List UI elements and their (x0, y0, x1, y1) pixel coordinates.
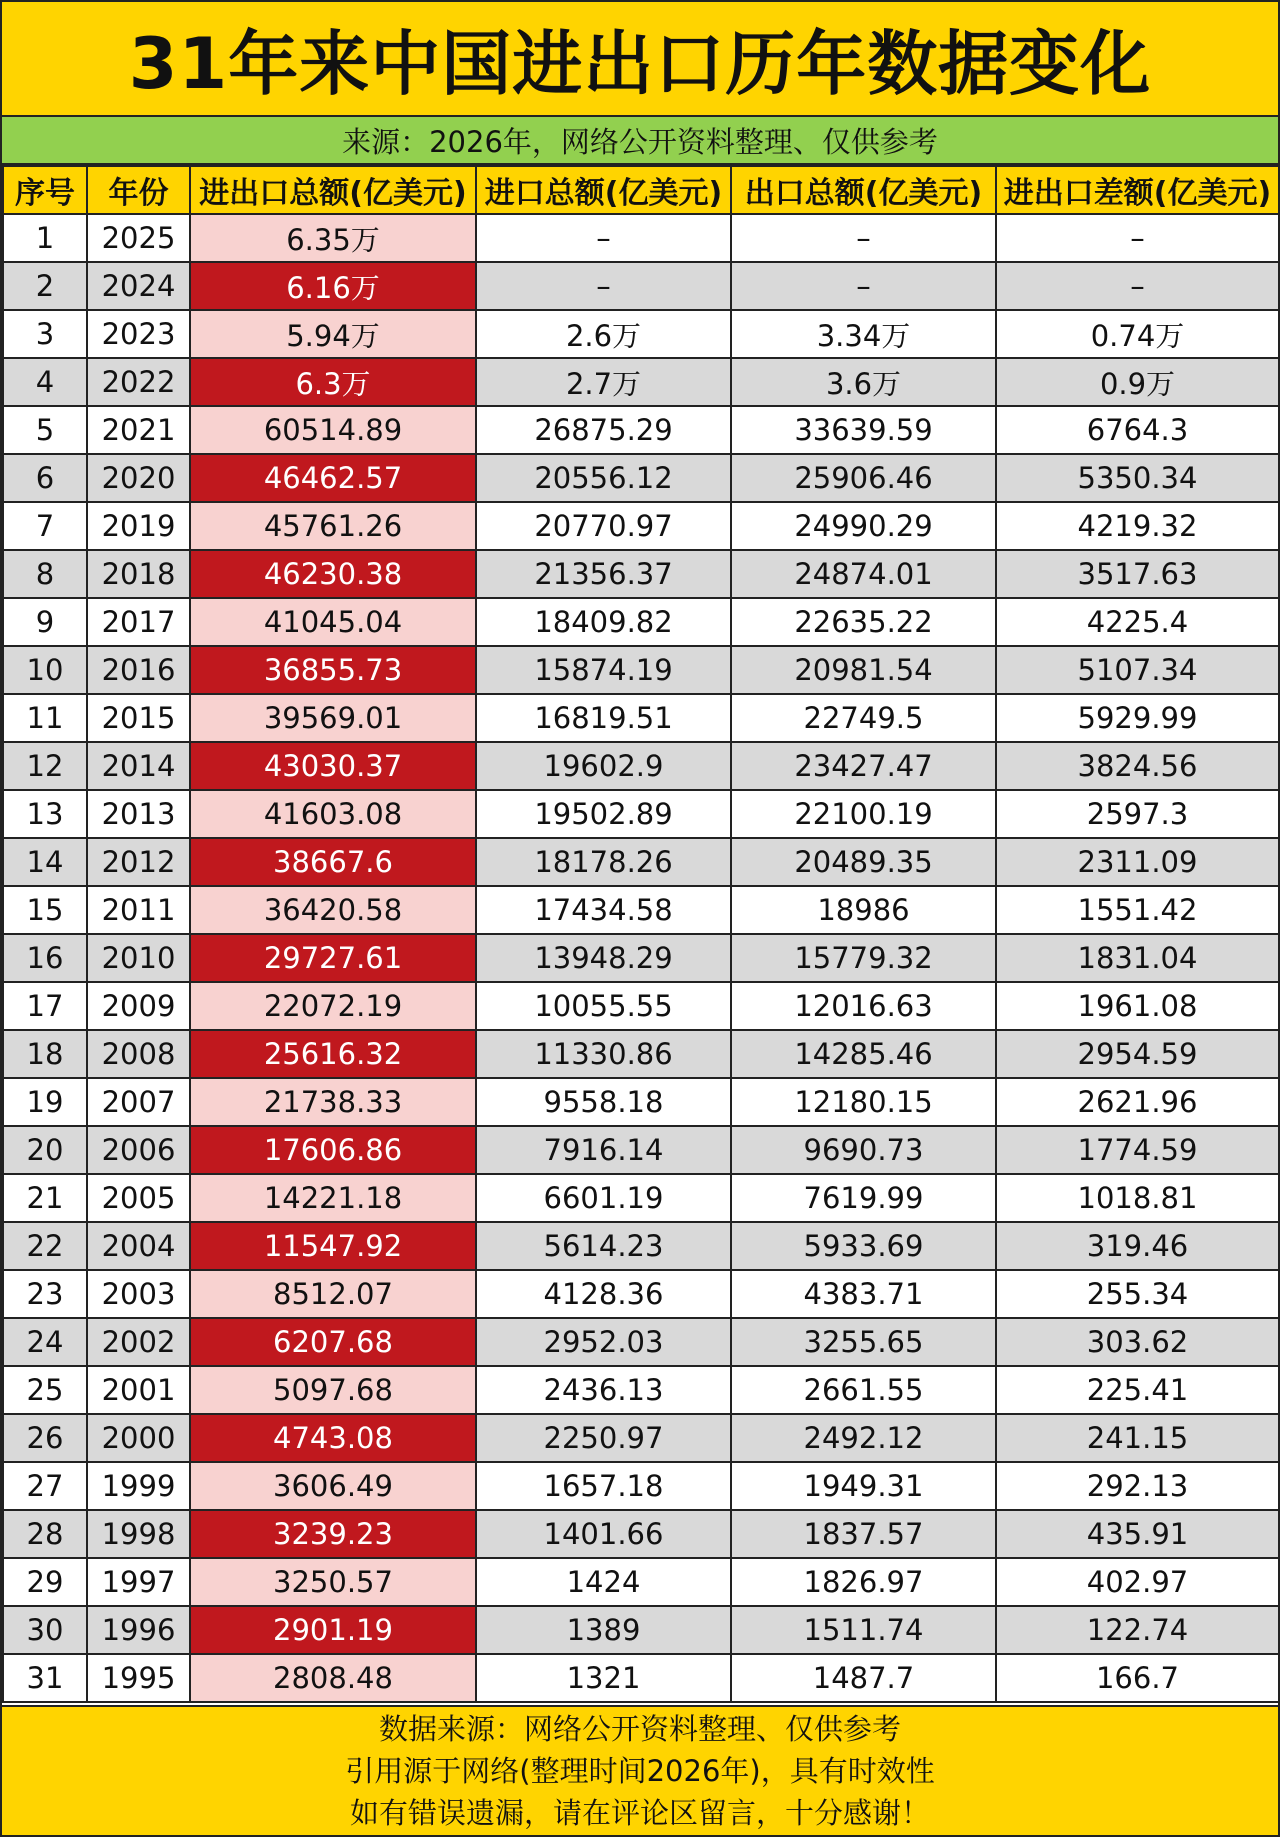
cell-index: 29 (3, 1558, 87, 1606)
cell-balance: 1551.42 (996, 886, 1279, 934)
cell-total: 2808.48 (190, 1654, 476, 1702)
cell-export: 22749.5 (731, 694, 996, 742)
table-row (3, 838, 1279, 886)
footer-line: 引用源于网络(整理时间2026年)，具有时效性 (345, 1754, 935, 1788)
cell-year: 2013 (87, 790, 190, 838)
cell-export: 7619.99 (731, 1174, 996, 1222)
cell-balance: 0.74万 (996, 310, 1279, 358)
cell-index: 14 (3, 838, 87, 886)
cell-export: 1487.7 (731, 1654, 996, 1702)
cell-total: 41045.04 (190, 598, 476, 646)
cell-total: 46230.38 (190, 550, 476, 598)
cell-export: – (731, 214, 996, 262)
table-row (3, 1222, 1279, 1270)
cell-total: 25616.32 (190, 1030, 476, 1078)
cell-year: 2018 (87, 550, 190, 598)
table-row (3, 982, 1279, 1030)
cell-import: 20770.97 (476, 502, 731, 550)
cell-year: 2020 (87, 454, 190, 502)
cell-year: 2021 (87, 406, 190, 454)
cell-export: 3255.65 (731, 1318, 996, 1366)
cell-index: 30 (3, 1606, 87, 1654)
cell-balance: 166.7 (996, 1654, 1279, 1702)
cell-balance: 303.62 (996, 1318, 1279, 1366)
cell-import: – (476, 262, 731, 310)
cell-index: 19 (3, 1078, 87, 1126)
cell-year: 2017 (87, 598, 190, 646)
cell-year: 2019 (87, 502, 190, 550)
cell-index: 9 (3, 598, 87, 646)
cell-year: 1996 (87, 1606, 190, 1654)
cell-balance: 1961.08 (996, 982, 1279, 1030)
cell-import: 18409.82 (476, 598, 731, 646)
cell-index: 31 (3, 1654, 87, 1702)
table-row (3, 358, 1279, 406)
cell-total: 6207.68 (190, 1318, 476, 1366)
cell-total: 36420.58 (190, 886, 476, 934)
table-row (3, 310, 1279, 358)
cell-import: 1321 (476, 1654, 731, 1702)
footer-line: 如有错误遗漏，请在评论区留言，十分感谢！ (349, 1796, 930, 1830)
cell-balance: 319.46 (996, 1222, 1279, 1270)
cell-export: 3.34万 (731, 310, 996, 358)
cell-import: 15874.19 (476, 646, 731, 694)
trade-data-table (2, 165, 1280, 1703)
cell-index: 4 (3, 358, 87, 406)
cell-import: 11330.86 (476, 1030, 731, 1078)
cell-total: 6.35万 (190, 214, 476, 262)
cell-export: 1837.57 (731, 1510, 996, 1558)
cell-total: 43030.37 (190, 742, 476, 790)
table-row (3, 1270, 1279, 1318)
cell-import: 20556.12 (476, 454, 731, 502)
table-header-row (3, 166, 1279, 214)
cell-index: 6 (3, 454, 87, 502)
footer-note (2, 1705, 1278, 1835)
cell-total: 21738.33 (190, 1078, 476, 1126)
cell-index: 3 (3, 310, 87, 358)
cell-year: 2015 (87, 694, 190, 742)
table-row (3, 1318, 1279, 1366)
table-row (3, 1462, 1279, 1510)
cell-export: 4383.71 (731, 1270, 996, 1318)
cell-balance: 292.13 (996, 1462, 1279, 1510)
cell-index: 16 (3, 934, 87, 982)
cell-index: 26 (3, 1414, 87, 1462)
table-row (3, 1414, 1279, 1462)
cell-import: 4128.36 (476, 1270, 731, 1318)
source-note: 来源：2026年，网络公开资料整理、仅供参考 (2, 117, 1278, 165)
cell-import: 7916.14 (476, 1126, 731, 1174)
cell-total: 38667.6 (190, 838, 476, 886)
cell-import: 1657.18 (476, 1462, 731, 1510)
cell-import: 1424 (476, 1558, 731, 1606)
cell-year: 2023 (87, 310, 190, 358)
cell-import: 19602.9 (476, 742, 731, 790)
cell-balance: – (996, 262, 1279, 310)
cell-balance: 2621.96 (996, 1078, 1279, 1126)
cell-import: 2952.03 (476, 1318, 731, 1366)
cell-balance: 5107.34 (996, 646, 1279, 694)
cell-import: 6601.19 (476, 1174, 731, 1222)
cell-export: 33639.59 (731, 406, 996, 454)
table-row (3, 1078, 1279, 1126)
table-row (3, 1030, 1279, 1078)
cell-year: 2011 (87, 886, 190, 934)
table-row (3, 1558, 1279, 1606)
cell-total: 3606.49 (190, 1462, 476, 1510)
cell-import: 2.7万 (476, 358, 731, 406)
cell-index: 27 (3, 1462, 87, 1510)
table-row (3, 790, 1279, 838)
cell-export: 20981.54 (731, 646, 996, 694)
cell-export: 23427.47 (731, 742, 996, 790)
cell-balance: 1018.81 (996, 1174, 1279, 1222)
cell-balance: 3824.56 (996, 742, 1279, 790)
cell-balance: 122.74 (996, 1606, 1279, 1654)
cell-year: 2016 (87, 646, 190, 694)
header-year: 年份 (87, 166, 190, 214)
cell-export: 5933.69 (731, 1222, 996, 1270)
cell-export: 9690.73 (731, 1126, 996, 1174)
cell-total: 22072.19 (190, 982, 476, 1030)
cell-import: 2.6万 (476, 310, 731, 358)
cell-import: 17434.58 (476, 886, 731, 934)
table-row (3, 1510, 1279, 1558)
cell-index: 12 (3, 742, 87, 790)
cell-total: 39569.01 (190, 694, 476, 742)
cell-import: 10055.55 (476, 982, 731, 1030)
cell-export: 24874.01 (731, 550, 996, 598)
cell-total: 4743.08 (190, 1414, 476, 1462)
table-row (3, 886, 1279, 934)
cell-index: 1 (3, 214, 87, 262)
cell-balance: 255.34 (996, 1270, 1279, 1318)
header-total: 进出口总额(亿美元) (190, 166, 476, 214)
cell-year: 1999 (87, 1462, 190, 1510)
cell-year: 2004 (87, 1222, 190, 1270)
cell-total: 2901.19 (190, 1606, 476, 1654)
cell-import: 2250.97 (476, 1414, 731, 1462)
cell-export: 25906.46 (731, 454, 996, 502)
table-row (3, 550, 1279, 598)
table-row (3, 502, 1279, 550)
table-row (3, 1366, 1279, 1414)
cell-index: 21 (3, 1174, 87, 1222)
cell-import: 19502.89 (476, 790, 731, 838)
cell-balance: 225.41 (996, 1366, 1279, 1414)
cell-import: 1401.66 (476, 1510, 731, 1558)
header-index: 序号 (3, 166, 87, 214)
cell-total: 14221.18 (190, 1174, 476, 1222)
cell-year: 2008 (87, 1030, 190, 1078)
cell-export: 1826.97 (731, 1558, 996, 1606)
cell-total: 5.94万 (190, 310, 476, 358)
cell-year: 2003 (87, 1270, 190, 1318)
cell-import: 21356.37 (476, 550, 731, 598)
cell-import: 13948.29 (476, 934, 731, 982)
header-export: 出口总额(亿美元) (731, 166, 996, 214)
cell-balance: 2954.59 (996, 1030, 1279, 1078)
cell-index: 8 (3, 550, 87, 598)
cell-export: 3.6万 (731, 358, 996, 406)
cell-index: 28 (3, 1510, 87, 1558)
cell-year: 2009 (87, 982, 190, 1030)
cell-year: 2022 (87, 358, 190, 406)
table-row (3, 1174, 1279, 1222)
cell-balance: 435.91 (996, 1510, 1279, 1558)
table-row (3, 742, 1279, 790)
cell-export: 20489.35 (731, 838, 996, 886)
cell-index: 25 (3, 1366, 87, 1414)
cell-total: 6.16万 (190, 262, 476, 310)
cell-index: 5 (3, 406, 87, 454)
table-row (3, 646, 1279, 694)
cell-balance: 2311.09 (996, 838, 1279, 886)
cell-index: 18 (3, 1030, 87, 1078)
cell-year: 2000 (87, 1414, 190, 1462)
cell-export: 12016.63 (731, 982, 996, 1030)
cell-year: 2014 (87, 742, 190, 790)
cell-export: 1949.31 (731, 1462, 996, 1510)
cell-import: 16819.51 (476, 694, 731, 742)
cell-total: 46462.57 (190, 454, 476, 502)
cell-index: 17 (3, 982, 87, 1030)
cell-index: 11 (3, 694, 87, 742)
cell-index: 24 (3, 1318, 87, 1366)
table-row (3, 214, 1279, 262)
cell-total: 5097.68 (190, 1366, 476, 1414)
cell-export: 24990.29 (731, 502, 996, 550)
table-row (3, 694, 1279, 742)
cell-balance: 241.15 (996, 1414, 1279, 1462)
cell-index: 15 (3, 886, 87, 934)
cell-total: 60514.89 (190, 406, 476, 454)
cell-export: 15779.32 (731, 934, 996, 982)
cell-balance: 1774.59 (996, 1126, 1279, 1174)
cell-year: 2001 (87, 1366, 190, 1414)
cell-index: 23 (3, 1270, 87, 1318)
cell-total: 29727.61 (190, 934, 476, 982)
cell-balance: 3517.63 (996, 550, 1279, 598)
cell-import: 5614.23 (476, 1222, 731, 1270)
cell-balance: 1831.04 (996, 934, 1279, 982)
cell-year: 2010 (87, 934, 190, 982)
page-title: 31年来中国进出口历年数据变化 (2, 2, 1278, 117)
table-row (3, 1606, 1279, 1654)
cell-export: 12180.15 (731, 1078, 996, 1126)
cell-export: 2492.12 (731, 1414, 996, 1462)
cell-balance: 5350.34 (996, 454, 1279, 502)
cell-import: – (476, 214, 731, 262)
cell-index: 2 (3, 262, 87, 310)
cell-total: 3239.23 (190, 1510, 476, 1558)
cell-balance: 0.9万 (996, 358, 1279, 406)
cell-year: 1997 (87, 1558, 190, 1606)
cell-balance: 4219.32 (996, 502, 1279, 550)
cell-year: 2007 (87, 1078, 190, 1126)
cell-export: 14285.46 (731, 1030, 996, 1078)
cell-year: 2002 (87, 1318, 190, 1366)
cell-import: 9558.18 (476, 1078, 731, 1126)
table-row (3, 1654, 1279, 1702)
cell-year: 1998 (87, 1510, 190, 1558)
table-row (3, 1126, 1279, 1174)
cell-export: 18986 (731, 886, 996, 934)
cell-import: 2436.13 (476, 1366, 731, 1414)
cell-year: 2024 (87, 262, 190, 310)
cell-year: 2006 (87, 1126, 190, 1174)
cell-total: 17606.86 (190, 1126, 476, 1174)
cell-import: 26875.29 (476, 406, 731, 454)
cell-balance: 2597.3 (996, 790, 1279, 838)
cell-balance: 4225.4 (996, 598, 1279, 646)
cell-year: 1995 (87, 1654, 190, 1702)
cell-balance: 402.97 (996, 1558, 1279, 1606)
cell-total: 36855.73 (190, 646, 476, 694)
cell-export: 2661.55 (731, 1366, 996, 1414)
cell-index: 13 (3, 790, 87, 838)
cell-balance: 6764.3 (996, 406, 1279, 454)
cell-total: 41603.08 (190, 790, 476, 838)
cell-export: 22100.19 (731, 790, 996, 838)
cell-total: 8512.07 (190, 1270, 476, 1318)
cell-total: 3250.57 (190, 1558, 476, 1606)
cell-year: 2025 (87, 214, 190, 262)
table-row (3, 598, 1279, 646)
cell-index: 22 (3, 1222, 87, 1270)
cell-total: 11547.92 (190, 1222, 476, 1270)
table-row (3, 262, 1279, 310)
cell-year: 2012 (87, 838, 190, 886)
cell-index: 20 (3, 1126, 87, 1174)
cell-year: 2005 (87, 1174, 190, 1222)
cell-export: 22635.22 (731, 598, 996, 646)
cell-total: 6.3万 (190, 358, 476, 406)
cell-total: 45761.26 (190, 502, 476, 550)
table-row (3, 454, 1279, 502)
cell-balance: 5929.99 (996, 694, 1279, 742)
footer-line: 数据来源：网络公开资料整理、仅供参考 (378, 1712, 901, 1746)
cell-import: 1389 (476, 1606, 731, 1654)
header-import: 进口总额(亿美元) (476, 166, 731, 214)
cell-index: 10 (3, 646, 87, 694)
header-balance: 进出口差额(亿美元) (996, 166, 1279, 214)
cell-export: 1511.74 (731, 1606, 996, 1654)
cell-index: 7 (3, 502, 87, 550)
cell-balance: – (996, 214, 1279, 262)
cell-import: 18178.26 (476, 838, 731, 886)
table-row (3, 406, 1279, 454)
cell-export: – (731, 262, 996, 310)
table-row (3, 934, 1279, 982)
